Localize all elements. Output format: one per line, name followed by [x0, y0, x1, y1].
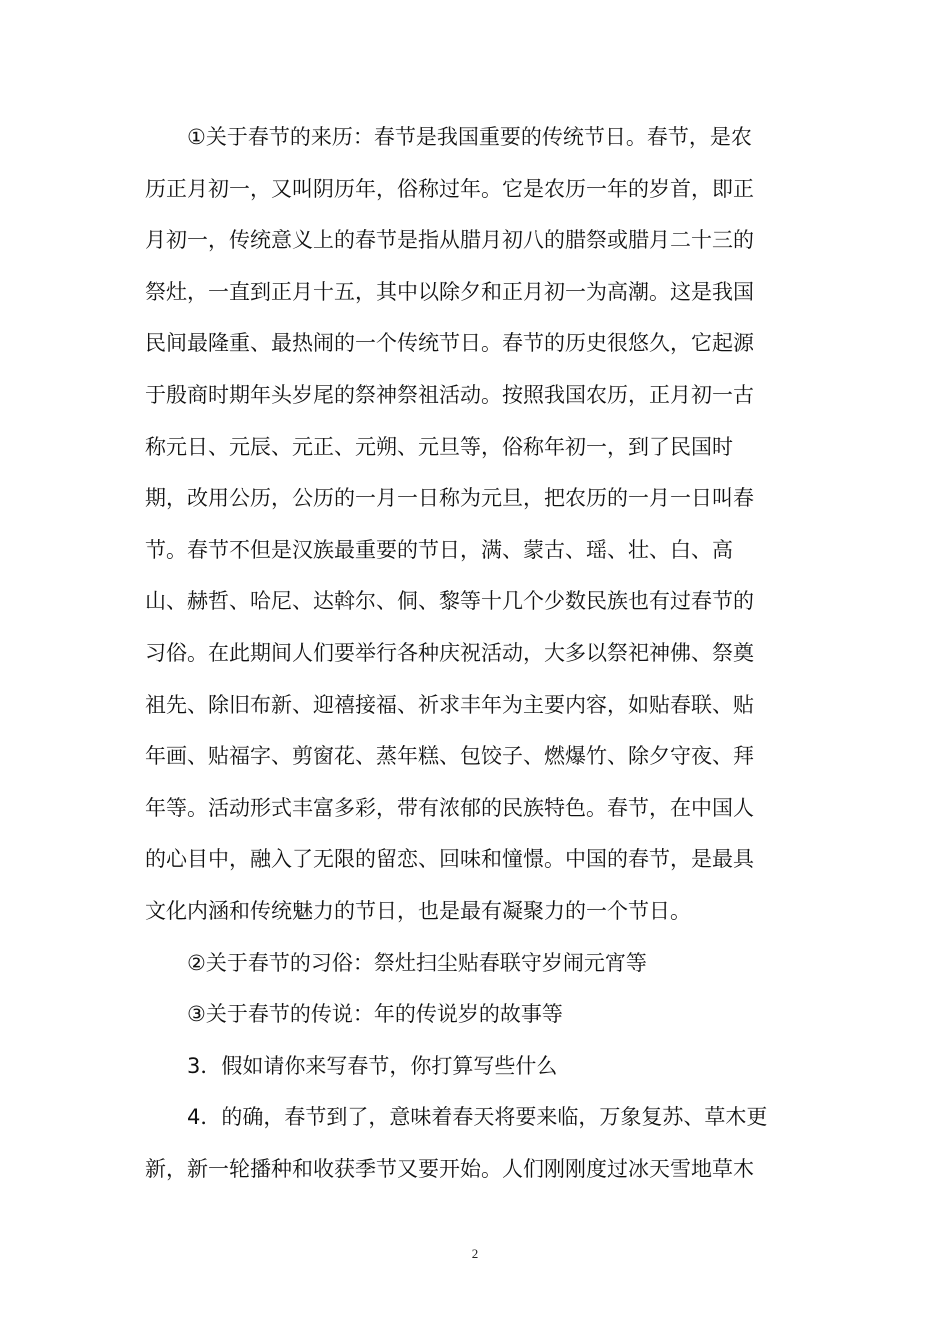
paragraph-legends: ③关于春节的传说：年的传说岁的故事等	[187, 1002, 563, 1027]
paragraph-origin-line: 祭灶，一直到正月十五，其中以除夕和正月初一为高潮。这是我国	[145, 279, 754, 304]
paragraph-origin-line: 山、赫哲、哈尼、达斡尔、侗、黎等十几个少数民族也有过春节的	[145, 589, 754, 614]
page-number: 2	[471, 1246, 479, 1261]
paragraph-origin-line: ①关于春节的来历：春节是我国重要的传统节日。春节，是农	[187, 125, 752, 149]
paragraph-origin-line: 民间最隆重、最热闹的一个传统节日。春节的历史很悠久，它起源	[145, 331, 754, 356]
paragraph-origin-line: 祖先、除旧布新、迎禧接福、祈求丰年为主要内容，如贴春联、贴	[145, 692, 754, 717]
paragraph-origin-line: 月初一，传统意义上的春节是指从腊月初八的腊祭或腊月二十三的	[145, 228, 754, 253]
paragraph-4-line: 4．的确，春节到了，意味着春天将要来临，万象复苏、草木更	[187, 1105, 768, 1130]
paragraph-origin-line: 期，改用公历，公历的一月一日称为元旦，把农历的一月一日叫春	[145, 486, 754, 511]
paragraph-origin-line: 年等。活动形式丰富多彩，带有浓郁的民族特色。春节，在中国人	[145, 795, 754, 820]
paragraph-origin-line: 于殷商时期年头岁尾的祭神祭祖活动。按照我国农历，正月初一古	[145, 382, 754, 407]
paragraph-origin-line: 节。春节不但是汉族最重要的节日，满、蒙古、瑶、壮、白、高	[145, 537, 733, 562]
paragraph-customs: ②关于春节的习俗：祭灶扫尘贴春联守岁闹元宵等	[187, 950, 647, 975]
paragraph-origin-line: 文化内涵和传统魅力的节日，也是最有凝聚力的一个节日。	[145, 898, 691, 923]
question-3: 3．假如请你来写春节，你打算写些什么	[187, 1053, 558, 1078]
document-body	[145, 112, 810, 1195]
paragraph-origin-line: 的心目中，融入了无限的留恋、回味和憧憬。中国的春节，是最具	[145, 847, 754, 872]
paragraph-origin-line: 称元日、元辰、元正、元朔、元旦等，俗称年初一，到了民国时	[145, 434, 733, 459]
paragraph-origin-line: 历正月初一，又叫阴历年，俗称过年。它是农历一年的岁首，即正	[145, 176, 754, 201]
paragraph-4-line: 新，新一轮播种和收获季节又要开始。人们刚刚度过冰天雪地草木	[145, 1156, 754, 1181]
paragraph-origin-line: 习俗。在此期间人们要举行各种庆祝活动，大多以祭祀神佛、祭奠	[145, 640, 754, 665]
paragraph-origin-line: 年画、贴福字、剪窗花、蒸年糕、包饺子、燃爆竹、除夕守夜、拜	[145, 744, 754, 769]
